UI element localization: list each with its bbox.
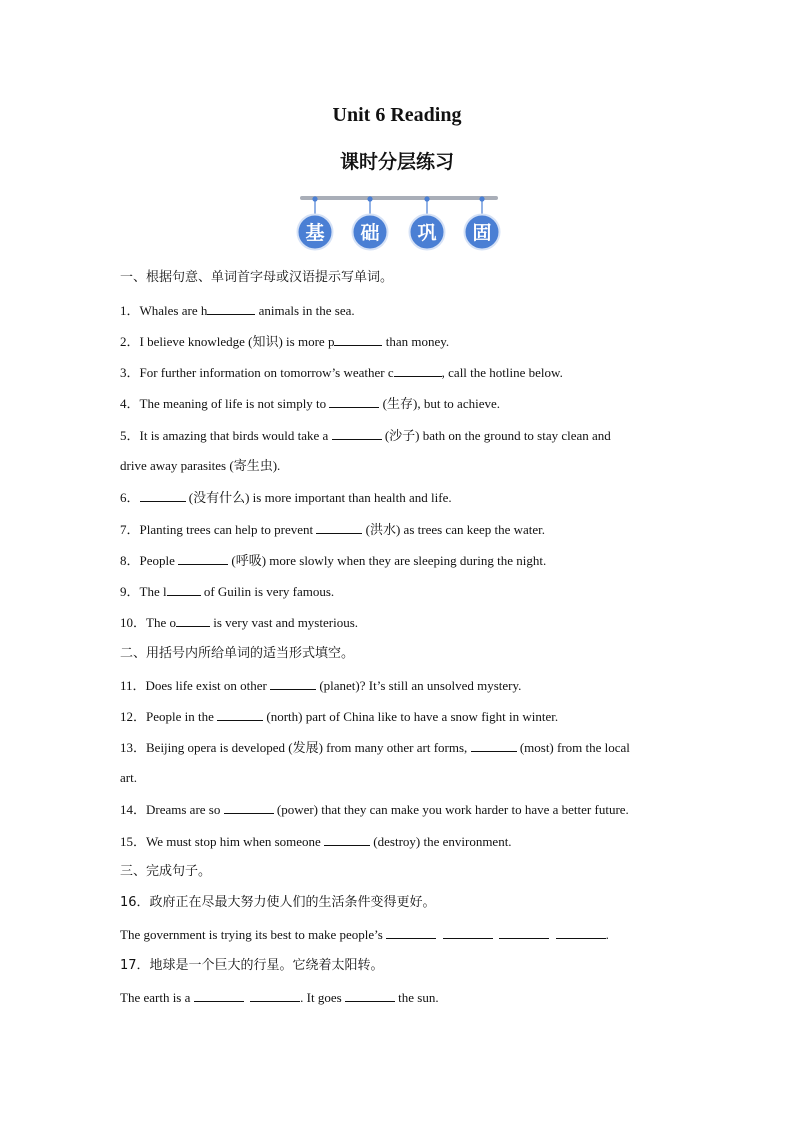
answer-blank[interactable] — [329, 394, 379, 408]
answer-blank[interactable] — [194, 988, 244, 1002]
banner-badge — [298, 196, 333, 249]
question-4: 4．The meaning of life is not simply to (生存), but to achieve. — [120, 396, 500, 411]
question-16: The government is trying its best to make people’s . — [120, 927, 609, 942]
question-5: 5．It is amazing that birds would take a (沙子) bath on the ground to stay clean and — [120, 428, 611, 443]
banner-badge — [410, 196, 445, 249]
banner-badge — [353, 196, 388, 249]
question-17-prompt: 17．地球是一个巨大的行星。它绕着太阳转。 — [120, 958, 384, 973]
question-13: 13．Beijing opera is developed (发展) from many other art forms, (most) from the local — [120, 740, 630, 755]
answer-blank[interactable] — [345, 988, 395, 1002]
answer-blank[interactable] — [316, 520, 362, 534]
section-banner — [296, 192, 502, 252]
banner-bar — [300, 196, 498, 200]
page-subtitle: 课时分层练习 — [339, 151, 454, 173]
answer-blank[interactable] — [386, 925, 436, 939]
answer-blank[interactable] — [270, 676, 316, 690]
answer-blank[interactable] — [332, 426, 382, 440]
question-9: 9．The l of Guilin is very famous. — [120, 584, 335, 599]
question-6: 6． (没有什么) is more important than health and life. — [120, 490, 452, 505]
question-1: 1．Whales are h animals in the sea. — [120, 303, 355, 318]
answer-blank[interactable] — [140, 488, 186, 502]
answer-blank[interactable] — [207, 301, 255, 315]
section-heading: 二、用括号内所给单词的适当形式填空。 — [120, 646, 355, 661]
question-14: 14．Dreams are so (power) that they can make you work harder to have a better future. — [120, 802, 629, 817]
svg-text:基: 基 — [305, 222, 325, 244]
question-13-cont: art. — [120, 770, 137, 785]
question-8: 8．People (呼吸) more slowly when they are sleeping during the night. — [120, 553, 547, 568]
question-12: 12．People in the (north) part of China like to have a snow fight in winter. — [120, 709, 559, 724]
question-5-cont: drive away parasites (寄生虫). — [120, 458, 281, 473]
answer-blank[interactable] — [471, 738, 517, 752]
answer-blank[interactable] — [176, 613, 210, 627]
answer-blank[interactable] — [224, 800, 274, 814]
svg-text:巩: 巩 — [417, 222, 437, 244]
answer-blank[interactable] — [556, 925, 606, 939]
question-3: 3．For further information on tomorrow’s weather c , call the hotline below. — [120, 365, 563, 380]
question-11: 11．Does life exist on other (planet)? It’s still an unsolved mystery. — [120, 678, 522, 693]
answer-blank[interactable] — [250, 988, 300, 1002]
question-17: The earth is a . It goes the sun. — [120, 990, 439, 1005]
question-16-prompt: 16．政府正在尽最大努力使人们的生活条件变得更好。 — [120, 895, 436, 910]
answer-blank[interactable] — [499, 925, 549, 939]
question-15: 15．We must stop him when someone (destroy) the environment. — [120, 834, 512, 849]
answer-blank[interactable] — [443, 925, 493, 939]
section-heading: 一、根据句意、单词首字母或汉语提示写单词。 — [120, 270, 394, 285]
question-2: 2．I believe knowledge (知识) is more p than money. — [120, 334, 450, 349]
answer-blank[interactable] — [178, 551, 228, 565]
svg-text:础: 础 — [360, 222, 380, 244]
question-7: 7．Planting trees can help to prevent (洪水) as trees can keep the water. — [120, 522, 546, 537]
banner-badge — [465, 196, 500, 249]
answer-blank[interactable] — [334, 332, 382, 346]
answer-blank[interactable] — [324, 832, 370, 846]
answer-blank[interactable] — [394, 363, 442, 377]
question-10: 10．The o is very vast and mysterious. — [120, 615, 359, 630]
answer-blank[interactable] — [167, 582, 201, 596]
section-heading: 三、完成句子。 — [120, 864, 212, 879]
page-title: Unit 6 Reading — [332, 104, 462, 126]
answer-blank[interactable] — [217, 707, 263, 721]
svg-text:固: 固 — [472, 222, 492, 244]
